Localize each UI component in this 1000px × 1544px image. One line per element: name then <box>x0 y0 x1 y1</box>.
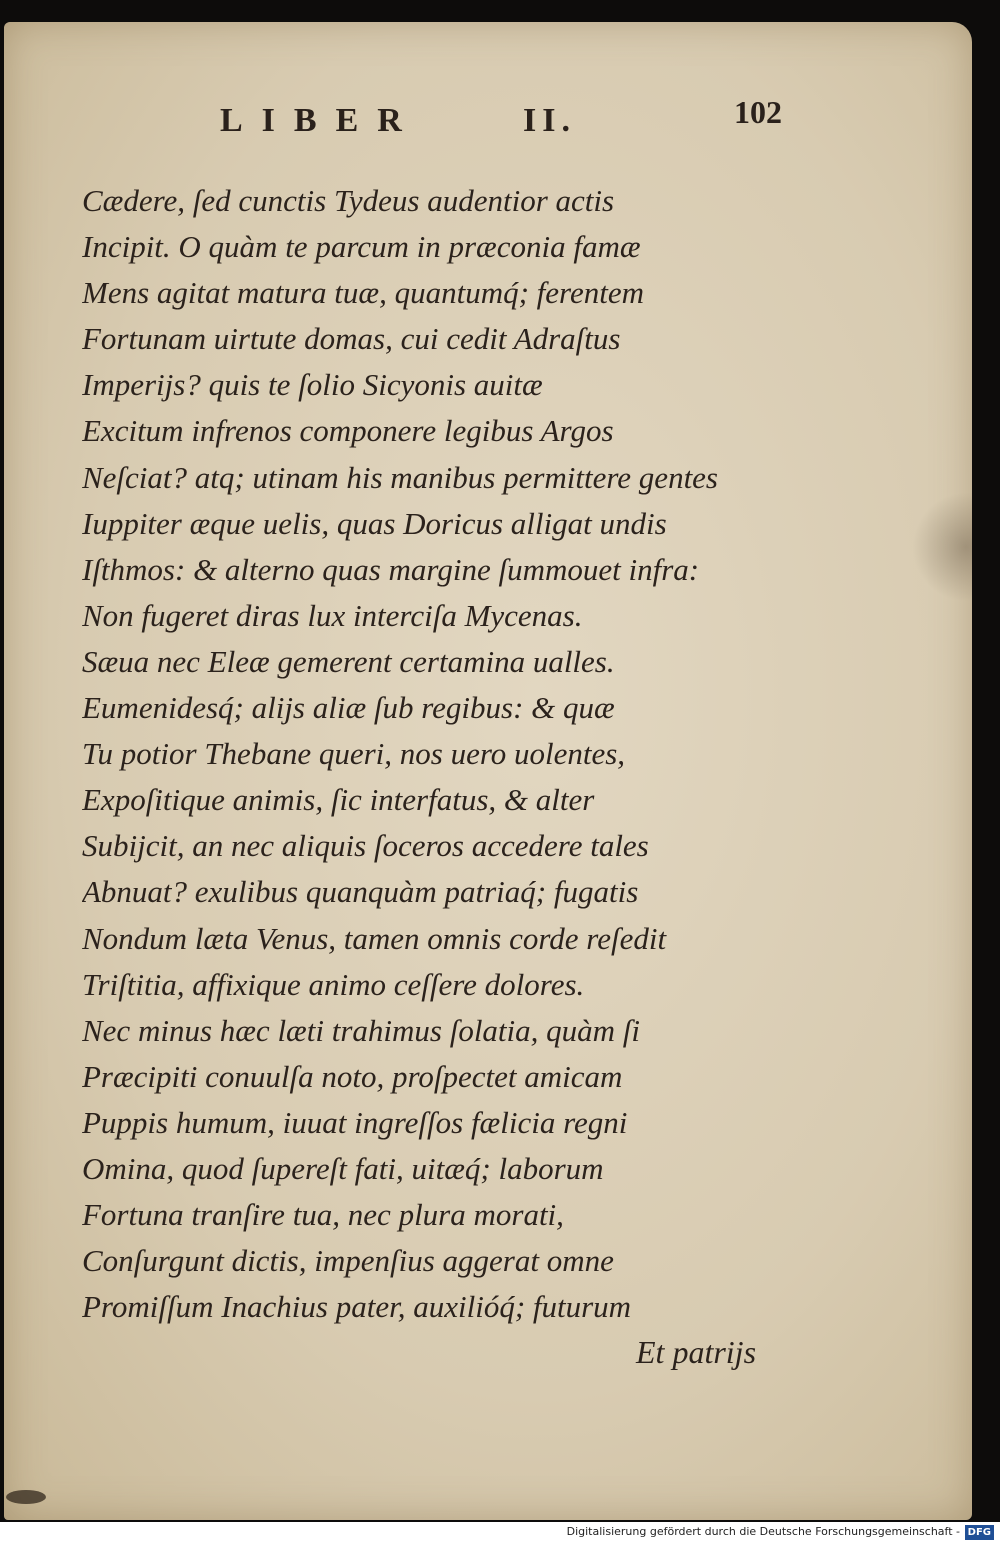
verse-line: Omina, quod ſupereſt fati, uitæq́; laborum <box>82 1150 604 1186</box>
verse-line: Nec minus hæc læti trahimus ſolatia, quàm ſi <box>82 1012 641 1048</box>
verse-line: Cædere, ſed cunctis Tydeus audentior actis <box>82 183 615 218</box>
page-number: 102 <box>734 94 782 130</box>
verse-line: Sæua nec Eleæ gemerent certamina ualles. <box>82 643 615 679</box>
verse-line: Promiſſum Inachius pater, auxilióq́; futurum <box>82 1289 632 1325</box>
credit-text: Digitalisierung gefördert durch die Deutsche Forschungsgemeinschaft - <box>566 1525 960 1538</box>
verse-line: Incipit. O quàm te parcum in præconia famæ <box>82 229 641 265</box>
catchword: Et patrijs <box>636 1334 757 1370</box>
verse-block <box>82 178 822 1330</box>
verse-line: Abnuat? exulibus quanquàm patriaq́; fugatis <box>82 874 639 910</box>
verse-line: Excitum infrenos componere legibus Argos <box>82 413 614 449</box>
credit-footer <box>0 1522 1000 1544</box>
book-page <box>4 22 972 1520</box>
verse-line: Iuppiter æque uelis, quas Doricus alligat undis <box>82 505 667 541</box>
verse-line: Mens agitat matura tuæ, quantumq́; ferentem <box>82 275 644 311</box>
verse-line: Eumenidesq́; alijs aliæ ſub regibus: & quæ <box>82 690 615 726</box>
verse-line: Tu potior Thebane queri, nos uero uolentes, <box>82 736 626 772</box>
verse-line: Fortuna tranſire tua, nec plura morati, <box>82 1197 564 1233</box>
verse-line: Præcipiti conuulſa noto, proſpectet amicam <box>82 1058 623 1094</box>
book-number: II. <box>523 102 576 139</box>
verse-line: Nondum læta Venus, tamen omnis corde reſedit <box>82 920 667 956</box>
running-head: LIBER <box>220 102 421 139</box>
verse-line: Neſciat? atq; utinam his manibus permittere gentes <box>82 459 718 495</box>
verse-line: Iſthmos: & alterno quas margine ſummouet infra: <box>82 551 700 587</box>
verse-line: Puppis humum, iuuat ingreſſos fælicia regni <box>82 1104 628 1140</box>
verse-line: Conſurgunt dictis, impenſius aggerat omne <box>82 1243 614 1279</box>
dfg-logo-icon: DFG <box>965 1525 994 1540</box>
verse-line: Triſtitia, affixique animo ceſſere dolores. <box>82 966 585 1002</box>
ink-smudge <box>6 1490 46 1504</box>
verse-line: Expoſitique animis, ſic interfatus, & alter <box>82 782 595 818</box>
verse-line: Fortunam uirtute domas, cui cedit Adraſtus <box>82 321 621 357</box>
verse-line: Subijcit, an nec aliquis ſoceros accedere tales <box>82 828 649 864</box>
verse-line: Imperijs? quis te ſolio Sicyonis auitæ <box>82 367 543 403</box>
verse-line: Non fugeret diras lux interciſa Mycenas. <box>82 597 583 633</box>
